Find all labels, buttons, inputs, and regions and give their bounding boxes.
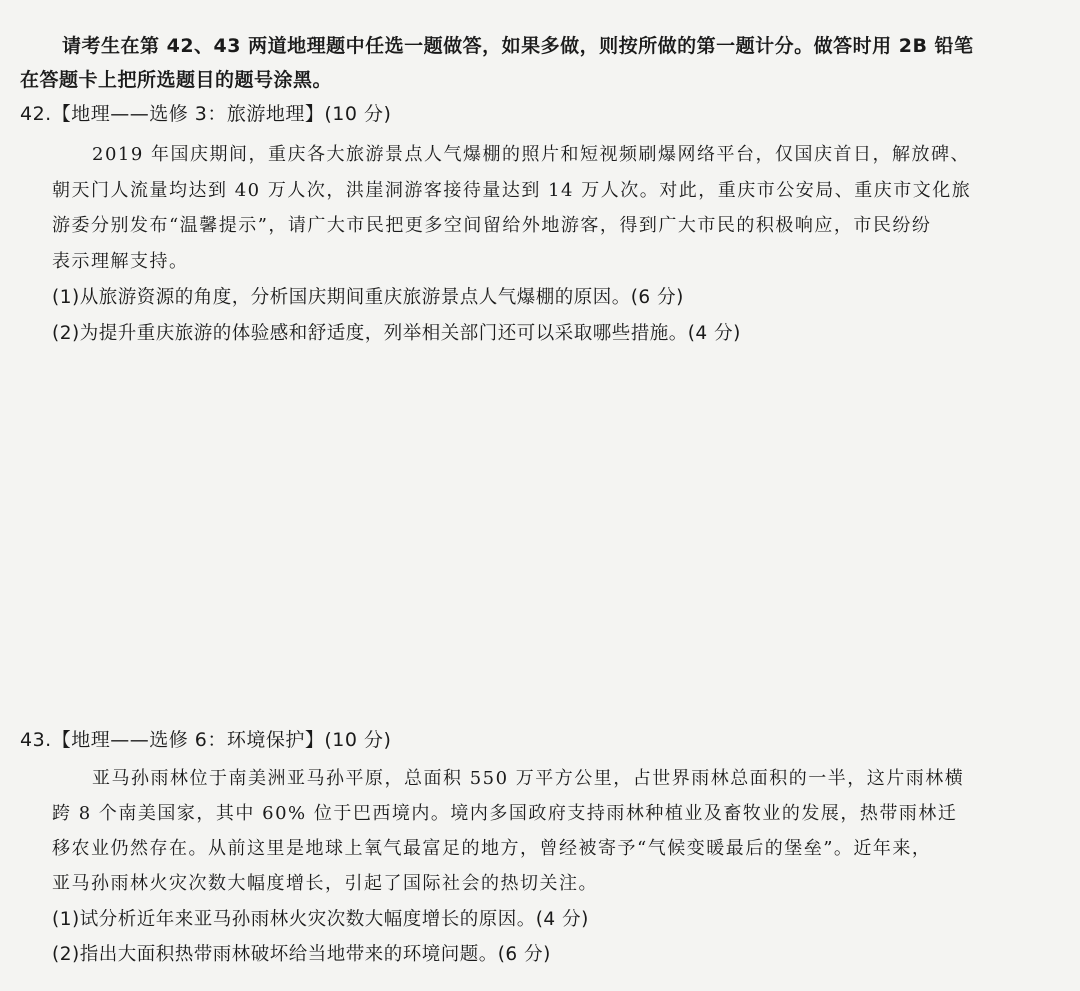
- instructions-line-2: 在答题卡上把所选题目的题号涂黑。: [20, 69, 333, 91]
- q43-passage-line-1: 亚马孙雨林位于南美洲亚马孙平原，总面积 550 万平方公里，占世界雨林总面积的一半，这片雨林横: [92, 768, 965, 789]
- q43-heading: 43.【地理——选修 6：环境保护】(10 分): [20, 729, 392, 751]
- q42-passage-line-3: 游委分别发布“温馨提示”，请广大市民把更多空间留给外地游客，得到广大市民的积极响应，市民纷纷: [52, 215, 932, 236]
- instructions-line-1: 请考生在第 42、43 两道地理题中任选一题做答，如果多做，则按所做的第一题计分。做答时用 2B 铅笔: [62, 35, 974, 57]
- q42-passage-line-2: 朝天门人流量均达到 40 万人次，洪崖洞游客接待量达到 14 万人次。对此，重庆市公安局、重庆市文化旅: [52, 180, 972, 201]
- q42-passage-line-4: 表示理解支持。: [52, 251, 189, 272]
- q42-subquestion-1: (1)从旅游资源的角度，分析国庆期间重庆旅游景点人气爆棚的原因。(6 分): [52, 287, 684, 308]
- q42-heading: 42.【地理——选修 3：旅游地理】(10 分): [20, 103, 392, 125]
- answer-space: [20, 360, 1060, 710]
- q43-passage-line-4: 亚马孙雨林火灾次数大幅度增长，引起了国际社会的热切关注。: [52, 873, 598, 894]
- q43-subquestion-2: (2)指出大面积热带雨林破坏给当地带来的环境问题。(6 分): [52, 944, 551, 965]
- q43-passage-line-2: 跨 8 个南美国家，其中 60% 位于巴西境内。境内多国政府支持雨林种植业及畜牧业的发展，热带雨林迁: [52, 803, 958, 824]
- q43-passage-line-3: 移农业仍然存在。从前这里是地球上氧气最富足的地方，曾经被寄予“气候变暖最后的堡垒”。近年来，: [52, 838, 932, 859]
- q42-subquestion-2: (2)为提升重庆旅游的体验感和舒适度，列举相关部门还可以采取哪些措施。(4 分): [52, 323, 741, 344]
- q43-subquestion-1: (1)试分析近年来亚马孙雨林火灾次数大幅度增长的原因。(4 分): [52, 909, 589, 930]
- q42-passage-line-1: 2019 年国庆期间，重庆各大旅游景点人气爆棚的照片和短视频刷爆网络平台，仅国庆首日，解放碑、: [92, 144, 971, 165]
